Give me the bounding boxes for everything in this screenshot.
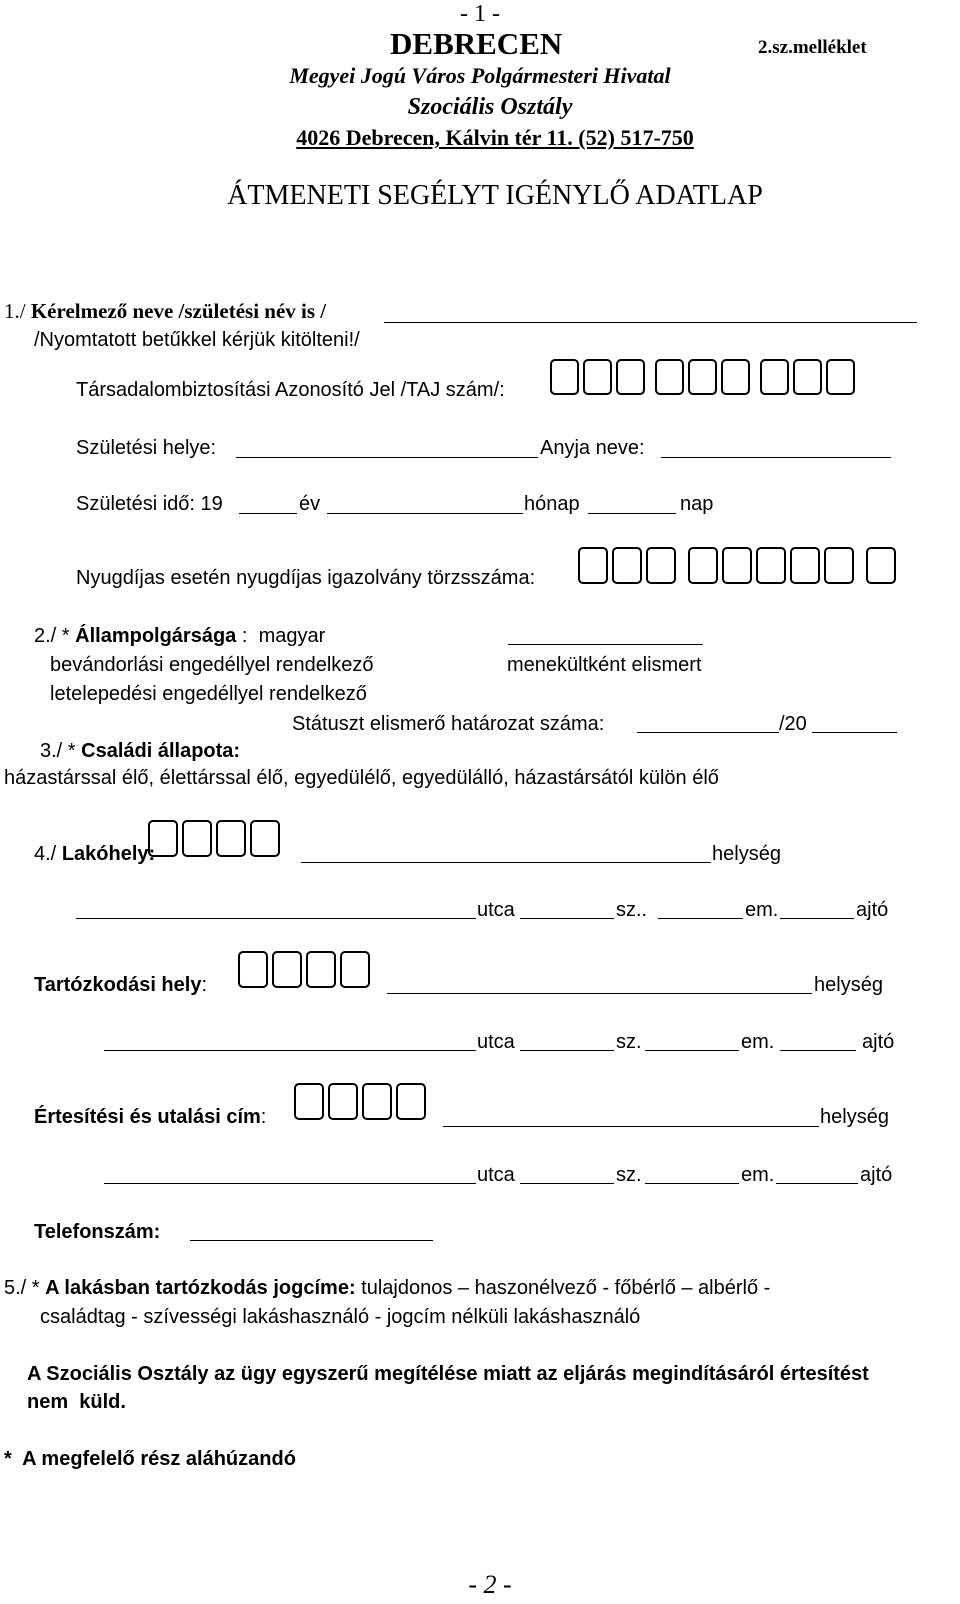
pension-box[interactable] [866, 547, 896, 584]
print-instruction-note: /Nyomtatott betűkkel kérjük kitölteni!/ [34, 329, 360, 351]
residence-floor-word: em. [745, 899, 779, 921]
option-magyar[interactable]: magyar [258, 625, 326, 647]
residence-street-field[interactable] [76, 918, 476, 919]
residence-street-word: utca [477, 899, 515, 921]
office-address: 4026 Debrecen, Kálvin tér 11. (52) 517-750 [296, 125, 694, 150]
pension-box[interactable] [790, 547, 820, 584]
month-label: hónap [524, 493, 580, 515]
notification-street-word: utca [477, 1164, 515, 1186]
city-heading: DEBRECEN [390, 26, 563, 61]
temp-residence-label: Tartózkodási hely [34, 974, 202, 996]
day-label: nap [680, 493, 714, 515]
postcode-box[interactable] [148, 820, 178, 857]
form-title: ÁTMENETI SEGÉLYT IGÉNYLŐ ADATLAP [227, 180, 763, 211]
status-year-field[interactable] [812, 732, 897, 733]
section1-name-row [4, 301, 326, 322]
taj-box[interactable] [793, 359, 822, 395]
notification-floor-word: em. [741, 1164, 775, 1186]
residence-label: Lakóhely: [61, 843, 156, 865]
birthplace-label: Születési helye: [76, 437, 217, 459]
section3-number: 3./ * [40, 740, 76, 762]
birth-year-field[interactable] [239, 513, 297, 514]
pension-box[interactable] [612, 547, 642, 584]
taj-box[interactable] [655, 359, 684, 395]
temp-floor-word: em. [741, 1031, 775, 1053]
temp-street-word: utca [477, 1031, 515, 1053]
applicant-name-field[interactable] [384, 322, 917, 323]
section4-number: 4./ [34, 843, 57, 865]
section2-number: 2./ * [34, 625, 70, 647]
office-name: Megyei Jogú Város Polgármesteri Hivatal [289, 63, 671, 88]
option-immigration-permit[interactable]: bevándorlási engedéllyel rendelkező [50, 654, 374, 676]
temp-street-field[interactable] [104, 1050, 476, 1051]
residence-number-word: sz.. [616, 899, 648, 921]
taj-box[interactable] [688, 359, 717, 395]
taj-box[interactable] [583, 359, 612, 395]
marital-status-options[interactable]: házastárssal élő, élettárssal élő, egyedülélő, egyedülálló, házastársától külön élő [4, 767, 719, 789]
residence-door-field[interactable] [780, 918, 854, 919]
mother-name-label: Anyja neve: [540, 437, 645, 459]
department-name: Szociális Osztály [407, 94, 573, 120]
pension-box[interactable] [824, 547, 854, 584]
page-number-top: - 1 - [460, 1, 500, 27]
residence-postcode-boxes[interactable] [148, 820, 284, 857]
notification-city-field[interactable] [443, 1126, 819, 1127]
notification-address-colon: : [260, 1106, 267, 1128]
tenure-label: A lakásban tartózkodás jogcíme: [45, 1277, 356, 1299]
footnote: * A megfelelő rész aláhúzandó [4, 1448, 296, 1470]
temp-city-field[interactable] [387, 993, 812, 994]
pension-box[interactable] [756, 547, 786, 584]
residence-row [34, 844, 155, 864]
temp-postcode-boxes[interactable] [238, 951, 374, 988]
temp-door-field[interactable] [780, 1050, 856, 1051]
notification-door-word: ajtó [860, 1164, 893, 1186]
citizenship-colon: : [236, 625, 248, 647]
pension-box[interactable] [722, 547, 752, 584]
tenure-options-line1[interactable]: tulajdonos – haszonélvező - főbérlő – albérlő - [361, 1277, 771, 1299]
notice-text-line2: nem küld. [27, 1391, 126, 1413]
option-settlement-permit[interactable]: letelepedési engedéllyel rendelkező [50, 683, 367, 705]
temp-door-word: ajtó [862, 1031, 895, 1053]
notification-postcode-boxes[interactable] [294, 1083, 430, 1120]
temp-residence-row [34, 975, 207, 995]
taj-box[interactable] [616, 359, 645, 395]
temp-number-field[interactable] [520, 1050, 614, 1051]
notification-street-field[interactable] [104, 1183, 476, 1184]
postcode-box[interactable] [362, 1083, 392, 1120]
residence-number-field[interactable] [520, 918, 614, 919]
pension-id-label: Nyugdíjas esetén nyugdíjas igazolvány törzsszáma: [76, 567, 536, 589]
annex-label: 2.sz.melléklet [758, 37, 867, 58]
temp-floor-field[interactable] [645, 1050, 739, 1051]
status-decision-label: Státuszt elismerő határozat száma: [292, 713, 605, 735]
postcode-box[interactable] [216, 820, 246, 857]
postcode-box[interactable] [396, 1083, 426, 1120]
residence-city-word: helység [712, 843, 781, 865]
section5-number: 5./ * [4, 1277, 40, 1299]
taj-label: Társadalombiztosítási Azonosító Jel /TAJ szám/: [76, 379, 505, 401]
pension-box[interactable] [688, 547, 718, 584]
birthplace-field[interactable] [236, 457, 538, 458]
citizenship-row [34, 626, 325, 646]
postcode-box[interactable] [294, 1083, 324, 1120]
status-year-prefix: /20 [779, 713, 807, 735]
marital-row [40, 741, 240, 761]
residence-door-word: ajtó [856, 899, 889, 921]
pension-id-boxes[interactable] [578, 547, 900, 584]
notification-number-word: sz. [616, 1164, 642, 1186]
phone-label: Telefonszám: [34, 1221, 161, 1243]
birthdate-label: Születési idő: 19 [76, 493, 223, 515]
residence-city-field[interactable] [301, 862, 711, 863]
notification-floor-field[interactable] [645, 1183, 739, 1184]
tenure-options-line2[interactable]: családtag - szívességi lakáshasználó - jogcím nélküli lakáshasználó [40, 1306, 641, 1328]
year-label: év [299, 493, 321, 515]
phone-field[interactable] [190, 1240, 433, 1241]
option-refugee[interactable]: menekültként elismert [507, 654, 702, 676]
citizenship-blank[interactable] [508, 644, 703, 645]
taj-box[interactable] [760, 359, 789, 395]
pension-box[interactable] [578, 547, 608, 584]
notification-number-field[interactable] [520, 1183, 614, 1184]
notification-address-row [34, 1107, 266, 1127]
page-number-bottom: - 2 - [468, 1570, 512, 1599]
postcode-box[interactable] [238, 951, 268, 988]
notice-text-line1: A Szociális Osztály az ügy egyszerű megítélése miatt az eljárás megindításáról értesítést [27, 1363, 869, 1385]
notification-city-word: helység [820, 1106, 889, 1128]
marital-status-label: Családi állapota: [81, 740, 241, 762]
birth-month-field[interactable] [327, 513, 523, 514]
postcode-box[interactable] [328, 1083, 358, 1120]
section1-number: 1./ [4, 299, 26, 323]
temp-city-word: helység [814, 974, 883, 996]
notification-door-field[interactable] [776, 1183, 858, 1184]
citizenship-label: Állampolgársága [75, 625, 237, 647]
mother-name-field[interactable] [661, 457, 891, 458]
taj-box[interactable] [826, 359, 855, 395]
notification-address-label: Értesítési és utalási cím [34, 1106, 261, 1128]
applicant-name-label: Kérelmező neve /születési név is / [30, 299, 327, 323]
temp-residence-colon: : [201, 974, 208, 996]
taj-box[interactable] [550, 359, 579, 395]
postcode-box[interactable] [340, 951, 370, 988]
postcode-box[interactable] [272, 951, 302, 988]
postcode-box[interactable] [250, 820, 280, 857]
temp-number-word: sz. [616, 1031, 642, 1053]
tenure-row [4, 1278, 770, 1298]
postcode-box[interactable] [182, 820, 212, 857]
taj-box[interactable] [721, 359, 750, 395]
residence-floor-field[interactable] [658, 918, 743, 919]
status-decision-number-field[interactable] [637, 732, 779, 733]
pension-box[interactable] [646, 547, 676, 584]
birth-day-field[interactable] [588, 513, 676, 514]
postcode-box[interactable] [306, 951, 336, 988]
taj-boxes[interactable] [550, 359, 859, 395]
